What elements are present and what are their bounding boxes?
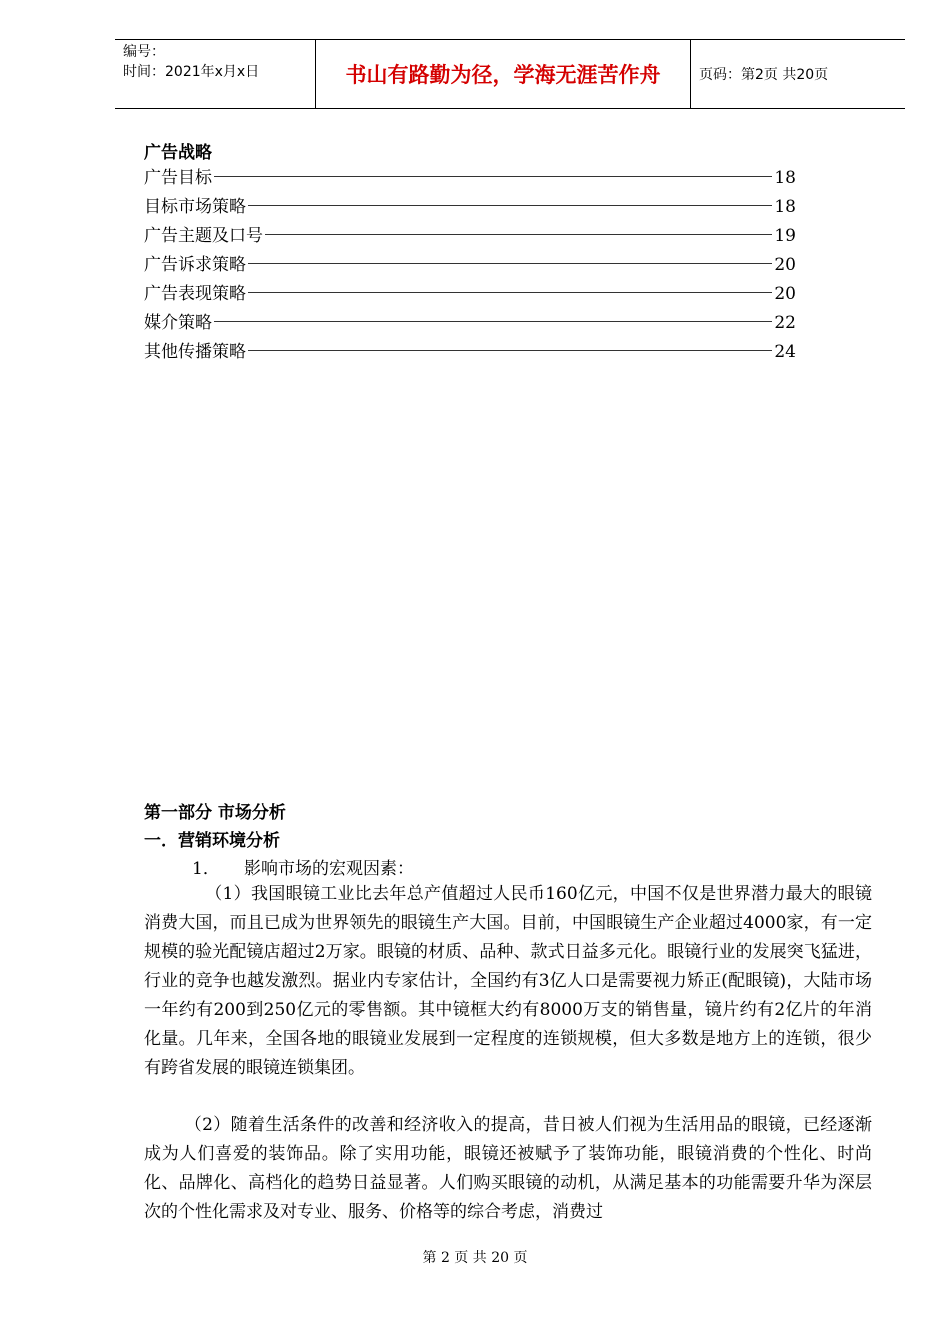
toc-entry-page: 19 [774, 226, 796, 246]
toc-leader-line [265, 234, 772, 235]
toc-leader-line [214, 176, 772, 177]
body-paragraph-1: （1）我国眼镜工业比去年总产值超过人民币160亿元，中国不仅是世界潜力最大的眼镜消费大国，而且已成为世界领先的眼镜生产大国。目前，中国眼镜生产企业超过4000家，有一定规模的验光配镜店超过2万家。眼镜的材质、品种、款式日益多元化。眼镜行业的发展突飞猛进，行业的竞争也越发激烈。据业内专家估计，全国约有3亿人口是需要视力矫正(配眼镜)，大陆市场一年约有200到250亿元的零售额。其中镜框大约有8000万支的销售量，镜片约有2亿片的年消化量。几年来，全国各地的眼镜业发展到一定程度的连锁规模，但大多数是地方上的连锁，很少有跨省发展的眼镜连锁集团。 [144, 884, 872, 1078]
table-of-contents [144, 164, 796, 367]
part-title: 第一部分 市场分析 [144, 803, 286, 823]
header-meta [123, 42, 313, 82]
toc-leader-line [248, 263, 772, 264]
toc-leader-line [214, 321, 772, 322]
toc-entry-label: 广告诉求策略 [144, 255, 246, 275]
list-item [192, 854, 414, 879]
toc-entry-label: 广告表现策略 [144, 284, 246, 304]
toc-entry-label: 广告主题及口号 [144, 226, 263, 246]
toc-entry-page: 24 [774, 342, 796, 362]
toc-entry[interactable] [144, 338, 796, 367]
list-item-text: 影响市场的宏观因素： [244, 859, 414, 879]
body-paragraph-2: （2）随着生活条件的改善和经济收入的提高，昔日被人们视为生活用品的眼镜，已经逐渐成为人们喜爱的装饰品。除了实用功能，眼镜还被赋予了装饰功能，眼镜消费的个性化、时尚化、品牌化、高档化的趋势日益显著。人们购买眼镜的动机，从满足基本的功能需要升华为深层次的个性化需求及对专业、服务、价格等的综合考虑，消费过 [144, 1115, 872, 1222]
list-item-number: 1． [192, 859, 220, 879]
toc-entry[interactable] [144, 309, 796, 338]
toc-entry-page: 22 [774, 313, 796, 333]
toc-entry-label: 目标市场策略 [144, 197, 246, 217]
toc-entry[interactable] [144, 164, 796, 193]
toc-leader-line [248, 350, 772, 351]
toc-entry[interactable] [144, 251, 796, 280]
page-footer: 第 2 页 共 20 页 [422, 1250, 528, 1266]
toc-entry-label: 其他传播策略 [144, 342, 246, 362]
toc-leader-line [248, 205, 772, 206]
header-page-info: 页码：第2页 共20页 [699, 67, 829, 83]
toc-entry-page: 18 [774, 168, 796, 188]
toc-entry-page: 18 [774, 197, 796, 217]
header-motto: 书山有路勤为径，学海无涯苦作舟 [315, 40, 691, 108]
toc-entry-label: 媒介策略 [144, 313, 212, 333]
toc-entry-page: 20 [774, 284, 796, 304]
page-header [115, 39, 905, 109]
toc-entry-page: 20 [774, 255, 796, 275]
toc-title: 广告战略 [144, 143, 212, 163]
doc-number-label: 编号： [123, 44, 165, 60]
toc-entry[interactable] [144, 280, 796, 309]
toc-leader-line [248, 292, 772, 293]
section-title: 一．营销环境分析 [144, 831, 280, 851]
toc-entry[interactable] [144, 222, 796, 251]
date-text: 时间：2021年x月x日 [123, 64, 260, 80]
toc-entry-label: 广告目标 [144, 168, 212, 188]
toc-entry[interactable] [144, 193, 796, 222]
